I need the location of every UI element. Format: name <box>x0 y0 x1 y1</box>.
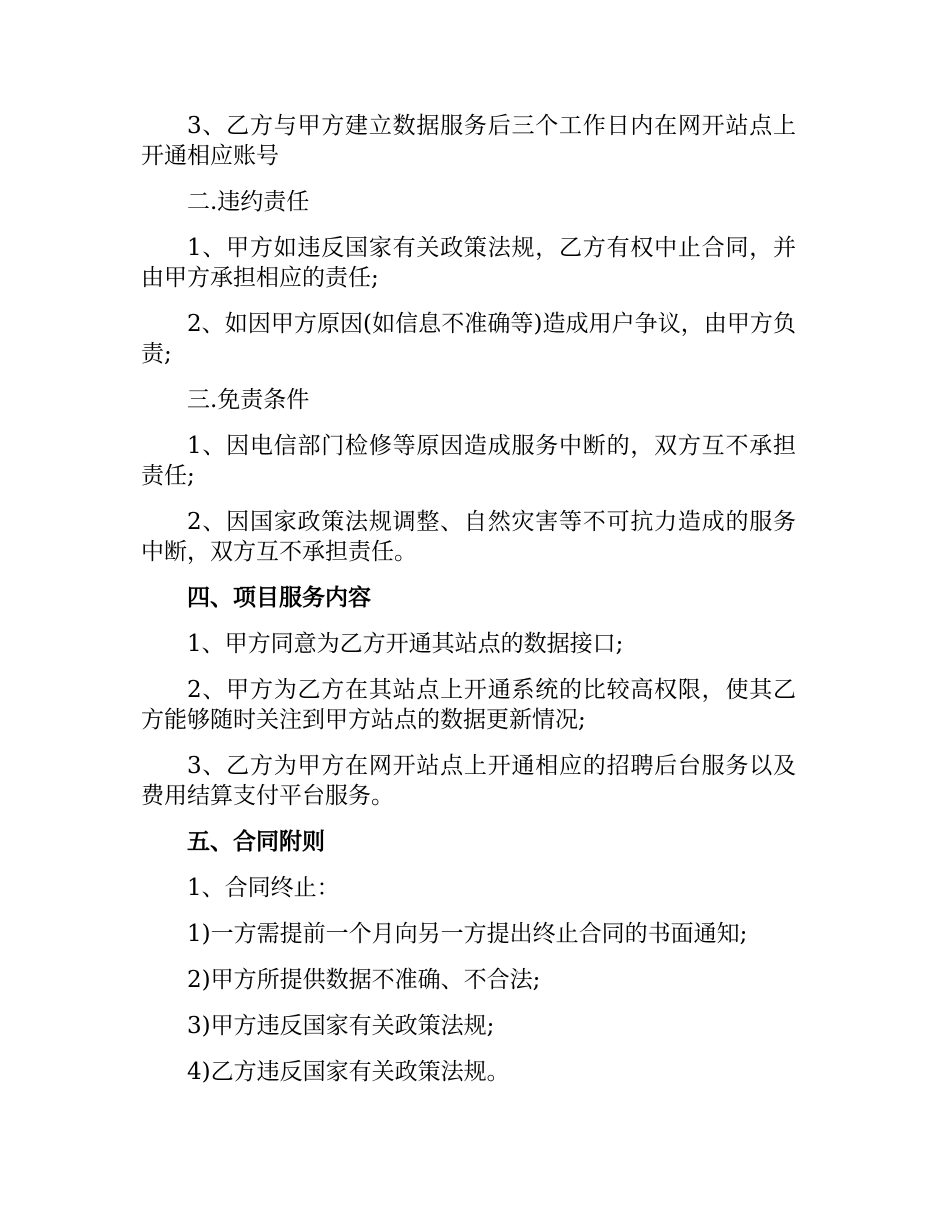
clause-service-1: 1、甲方同意为乙方开通其站点的数据接口; <box>187 631 624 657</box>
section-heading-supplementary: 五、合同附则 <box>187 828 325 855</box>
section-heading-breach-liability: 二.违约责任 <box>187 189 310 215</box>
clause-exemption-1: 1、因电信部门检修等原因造成服务中断的，双方互不承担责任; <box>141 433 796 489</box>
clause-service-3: 3、乙方为甲方在网开站点上开通相应的招聘后台服务以及费用结算支付平台服务。 <box>141 753 796 809</box>
section-heading-service-content: 四、项目服务内容 <box>187 584 371 611</box>
clause-breach-2: 2、如因甲方原因(如信息不准确等)造成用户争议，由甲方负责; <box>141 311 796 367</box>
clause-service-2: 2、甲方为乙方在其站点上开通系统的比较高权限，使其乙方能够随时关注到甲方站点的数据更新情况; <box>141 677 796 733</box>
termination-item-4: 4)乙方违反国家有关政策法规。 <box>187 1059 510 1085</box>
clause-a3-account-opening: 3、乙方与甲方建立数据服务后三个工作日内在网开站点上开通相应账号 <box>141 113 796 169</box>
section-heading-exemption: 三.免责条件 <box>187 387 310 413</box>
clause-termination: 1、合同终止： <box>187 875 340 901</box>
document-page <box>141 111 796 1103</box>
termination-item-1: 1)一方需提前一个月向另一方提出终止合同的书面通知; <box>187 921 748 947</box>
clause-breach-1: 1、甲方如违反国家有关政策法规，乙方有权中止合同，并由甲方承担相应的责任; <box>141 235 796 291</box>
clause-exemption-2: 2、因国家政策法规调整、自然灾害等不可抗力造成的服务中断，双方互不承担责任。 <box>141 509 796 565</box>
termination-item-2: 2)甲方所提供数据不准确、不合法; <box>187 967 541 993</box>
termination-item-3: 3)甲方违反国家有关政策法规; <box>187 1013 495 1039</box>
